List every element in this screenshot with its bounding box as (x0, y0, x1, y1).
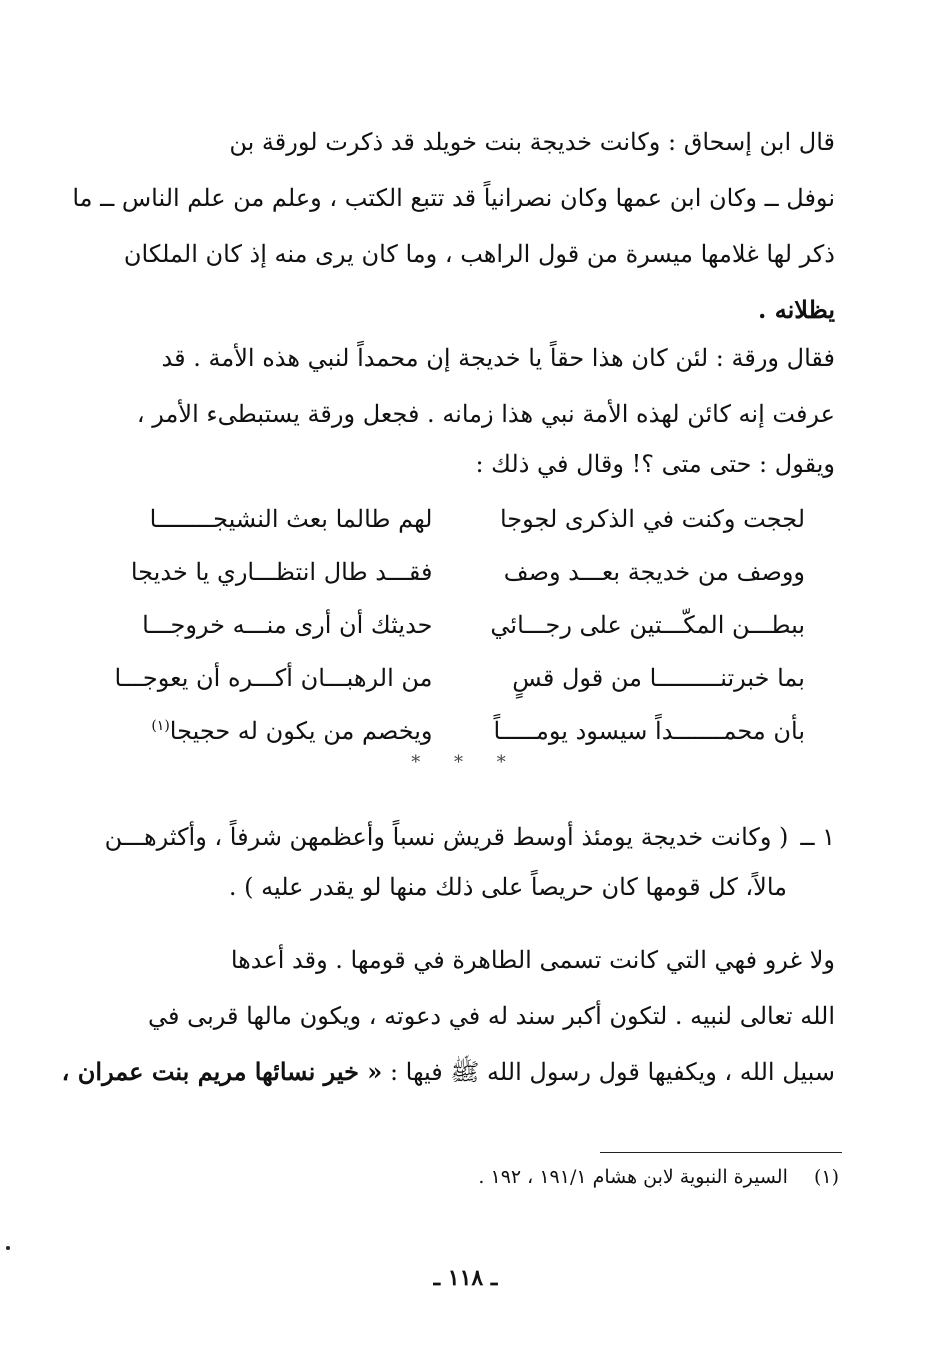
verse-text: ويخصم من يكون له حجيجا (169, 716, 433, 745)
poem-verse (95, 545, 835, 598)
scan-speck (6, 1246, 10, 1250)
poem-verse (95, 704, 835, 757)
footnote-marker: (١) (813, 1166, 839, 1188)
text-line: فقال ورقة : لئن كان هذا حقاً يا خديجة إن محمداً لنبي هذه الأمة . قد (161, 344, 835, 372)
text-line: الله تعالى لنبيه . لتكون أكبر سند له في دعوته ، ويكون مالها قربى في (147, 1002, 835, 1030)
paragraph-waraqa (95, 330, 835, 486)
poem (95, 492, 835, 757)
footnote-reference: (١) (151, 717, 170, 734)
text-line: ولا غرو فهي التي كانت تسمى الطاهرة في قومها . وقد أعدها (230, 946, 835, 974)
verse-second-hemistich (95, 717, 433, 745)
footnote-divider (600, 1152, 842, 1153)
verse-second-hemistich: فقـــد طال انتظـــاري يا خديجا (130, 557, 433, 586)
text-line: يظلانه . (758, 295, 835, 324)
poem-verse (95, 598, 835, 651)
item-number: ١ ــ (800, 823, 835, 851)
verse-second-hemistich: من الرهبـــان أكـــره أن يعوجـــا (114, 663, 433, 692)
paragraph-ibn-ishaq (72, 114, 835, 338)
text-line (61, 1044, 835, 1100)
footnote (478, 1166, 839, 1188)
hadith-quote: « خير نسائها مريم بنت عمران ، (61, 1057, 383, 1086)
hadith-intro: سبيل الله ، ويكفيها قول رسول الله ﷺ فيها : (389, 1058, 835, 1086)
verse-first-hemistich: بما خبرتنـــــــــا من قول قسٍ (512, 663, 805, 692)
verse-second-hemistich: حديثك أن أرى منـــه خروجـــا (142, 610, 433, 639)
text-line (95, 812, 835, 862)
poem-verse (95, 651, 835, 704)
verse-second-hemistich: لهم طالما بعث النشيجــــــــا (149, 504, 433, 533)
verse-first-hemistich: لججت وكنت في الذكرى لجوجا (499, 504, 805, 533)
text-line: عرفت إنه كائن لهذه الأمة نبي هذا زمانه . فجعل ورقة يستبطىء الأمر ، (136, 400, 835, 428)
text-line: ويقول : حتى متى ؟! وقال في ذلك : (475, 450, 835, 478)
text-line: مالاً، كل قومها كان حريصاً على ذلك منها لو يقدر عليه ) . (228, 873, 787, 901)
section-separator: * * * (411, 752, 520, 773)
paragraph-tahira (61, 932, 835, 1100)
verse-first-hemistich: ووصف من خديجة بعـــد وصف (503, 557, 805, 586)
page-number: ـ ١١٨ ـ (433, 1265, 498, 1291)
poem-verse (95, 492, 835, 545)
verse-first-hemistich: ببطـــن المكّـــتين على رجـــائي (490, 610, 805, 639)
footnote-text: السيرة النبوية لابن هشام ١٩١/١ ، ١٩٢ . (478, 1166, 788, 1188)
verse-first-hemistich: بأن محمـــــــداً سيسود يومـــــاً (493, 716, 805, 745)
text-line: ذكر لها غلامها ميسرة من قول الراهب ، وما كان يرى منه إذ كان الملكان (123, 240, 835, 268)
text-line: قال ابن إسحاق : وكانت خديجة بنت خويلد قد ذكرت لورقة بن (229, 128, 835, 156)
text-line: نوفل ــ وكان ابن عمها وكان نصرانياً قد تتبع الكتب ، وعلم من علم الناس ــ ما (72, 184, 835, 212)
numbered-item (95, 812, 835, 912)
item-text: ( وكانت خديجة يومئذ أوسط قريش نسباً وأعظمهن شرفاً ، وأكثرهـــن (104, 823, 789, 851)
